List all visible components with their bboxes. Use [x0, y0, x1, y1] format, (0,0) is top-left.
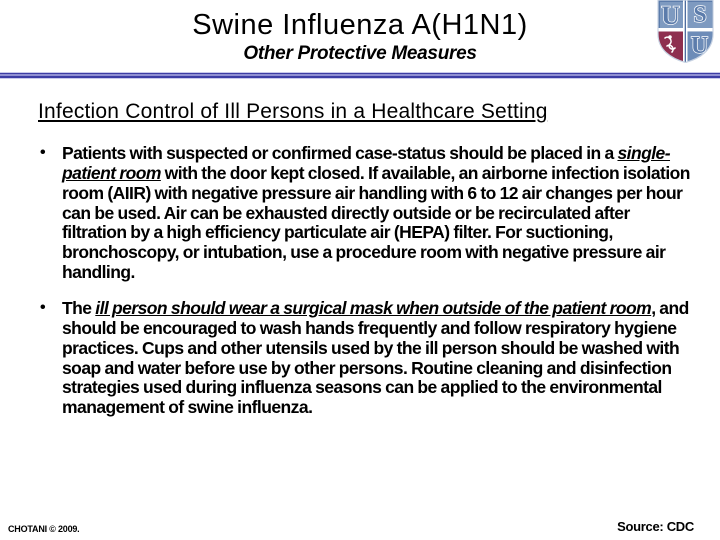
- bullet-item: [38, 299, 693, 418]
- bullet-item: [38, 144, 693, 283]
- shield-icon: [657, 0, 714, 63]
- section-heading: Infection Control of Ill Persons in a Healthcare Setting: [38, 100, 548, 123]
- bullet-emphasis-segment: ill person should wear a surgical mask when outside of the patient room: [95, 298, 652, 319]
- header-divider-rule: [0, 72, 720, 79]
- copyright-text: CHOTANI © 2009.: [8, 524, 80, 534]
- bullet-text-segment: , and should be encouraged to wash hands frequently and follow respiratory hygiene practices. Cups and other utensils used by the ill person should be washed with soap and water before use by other persons. Routine cleaning and disinfection strategies used during influenza seasons can be applied to the environmental management of swine influenza.: [62, 298, 689, 418]
- logo-letter-s: S: [693, 2, 707, 28]
- usu-shield-logo: [657, 0, 714, 63]
- source-credit: Source: CDC: [617, 519, 694, 534]
- slide-title: Swine Influenza A(H1N1): [192, 9, 528, 41]
- slide-body: [38, 100, 693, 434]
- bullet-text-segment: The: [62, 298, 96, 319]
- bullet-emphasis-segment: single-patient room: [62, 143, 671, 183]
- slide-header: [0, 10, 720, 65]
- slide-subtitle: Other Protective Measures: [243, 43, 477, 65]
- bullet-text-segment: with the door kept closed. If available, an airborne infection isolation room (AIIR) with negative pressure air handling with 6 to 12 air changes per hour can be used. Air can be exhausted directly outside or be recirculated after filtration by a high efficiency particulate air (HEPA) filter. For suctioning, bronchoscopy, or intubation, use a procedure room with negative pressure air handling.: [62, 162, 690, 283]
- bullet-text-segment: Patients with suspected or confirmed case-status should be placed in a: [62, 143, 618, 163]
- bullet-list: [38, 144, 693, 418]
- logo-letter-u-bottom: U: [690, 33, 709, 59]
- logo-letter-u-top: U: [661, 1, 680, 30]
